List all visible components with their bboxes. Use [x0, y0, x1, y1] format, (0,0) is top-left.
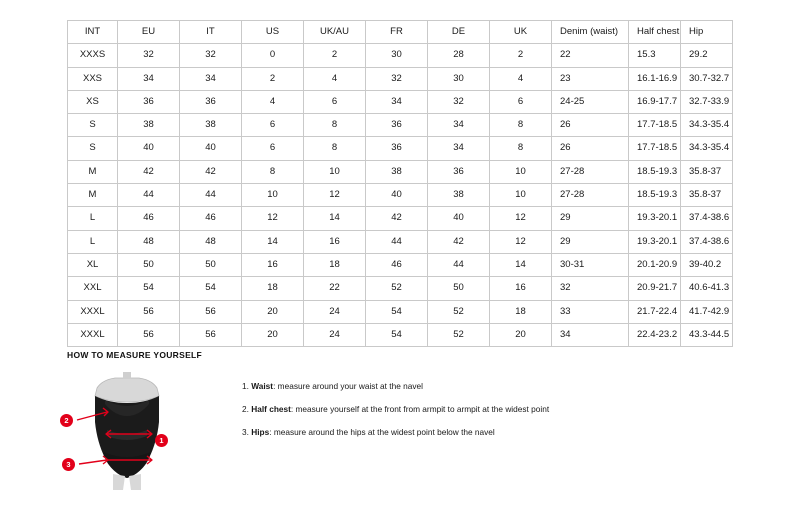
cell-us: 14	[242, 230, 304, 253]
cell-uk: 8	[490, 114, 552, 137]
cell-de: 52	[428, 323, 490, 346]
cell-it: 48	[180, 230, 242, 253]
measure-instruction-term: Waist	[251, 381, 274, 391]
cell-it: 44	[180, 184, 242, 207]
measure-marker-2: 2	[60, 414, 73, 427]
cell-fr: 42	[366, 207, 428, 230]
measure-instruction-text: : measure yourself at the front from armpit to armpit at the widest point	[290, 403, 550, 414]
cell-eu: 48	[118, 230, 180, 253]
cell-hip: 40.6-41.3	[681, 277, 733, 300]
size-conversion-table	[67, 20, 733, 347]
cell-uk: 2	[490, 44, 552, 67]
column-header-denim-waist: Denim (waist)	[552, 21, 629, 44]
cell-eu: 56	[118, 323, 180, 346]
cell-it: 46	[180, 207, 242, 230]
table-header-row	[68, 21, 733, 44]
cell-int: XXXS	[68, 44, 118, 67]
measure-instruction-half-chest	[242, 405, 549, 415]
cell-uk-au: 2	[304, 44, 366, 67]
table-body	[68, 44, 733, 347]
cell-denim-waist: 27-28	[552, 184, 629, 207]
table-row	[68, 90, 733, 113]
cell-int: XXL	[68, 277, 118, 300]
measure-instruction-number: 1.	[242, 381, 249, 391]
measure-instruction-number: 3.	[242, 426, 249, 437]
cell-uk: 8	[490, 137, 552, 160]
column-header-uk-au: UK/AU	[304, 21, 366, 44]
mannequin-illustration	[67, 370, 187, 490]
cell-uk-au: 24	[304, 323, 366, 346]
cell-de: 50	[428, 277, 490, 300]
cell-de: 38	[428, 184, 490, 207]
cell-half-chest: 18.5-19.3	[629, 160, 681, 183]
cell-denim-waist: 27-28	[552, 160, 629, 183]
cell-de: 34	[428, 137, 490, 160]
cell-us: 20	[242, 300, 304, 323]
cell-eu: 56	[118, 300, 180, 323]
cell-eu: 32	[118, 44, 180, 67]
cell-fr: 52	[366, 277, 428, 300]
cell-eu: 50	[118, 253, 180, 276]
cell-denim-waist: 32	[552, 277, 629, 300]
cell-us: 6	[242, 114, 304, 137]
cell-uk: 16	[490, 277, 552, 300]
cell-uk-au: 18	[304, 253, 366, 276]
table-row	[68, 277, 733, 300]
measure-instruction-term: Hips	[251, 426, 270, 437]
table-row	[68, 184, 733, 207]
cell-de: 40	[428, 207, 490, 230]
cell-fr: 36	[366, 114, 428, 137]
table-row	[68, 137, 733, 160]
cell-hip: 29.2	[681, 44, 733, 67]
cell-eu: 42	[118, 160, 180, 183]
table-row	[68, 300, 733, 323]
cell-eu: 36	[118, 90, 180, 113]
size-table-container	[67, 20, 732, 347]
cell-de: 32	[428, 90, 490, 113]
cell-us: 8	[242, 160, 304, 183]
cell-eu: 40	[118, 137, 180, 160]
column-header-us: US	[242, 21, 304, 44]
cell-half-chest: 21.7-22.4	[629, 300, 681, 323]
cell-uk: 14	[490, 253, 552, 276]
cell-int: M	[68, 184, 118, 207]
cell-half-chest: 20.9-21.7	[629, 277, 681, 300]
cell-half-chest: 20.1-20.9	[629, 253, 681, 276]
cell-eu: 46	[118, 207, 180, 230]
cell-de: 44	[428, 253, 490, 276]
cell-us: 10	[242, 184, 304, 207]
cell-fr: 36	[366, 137, 428, 160]
cell-hip: 30.7-32.7	[681, 67, 733, 90]
cell-int: L	[68, 207, 118, 230]
cell-half-chest: 17.7-18.5	[629, 137, 681, 160]
cell-denim-waist: 26	[552, 137, 629, 160]
cell-uk-au: 8	[304, 137, 366, 160]
cell-int: S	[68, 114, 118, 137]
cell-de: 42	[428, 230, 490, 253]
column-header-it: IT	[180, 21, 242, 44]
cell-half-chest: 16.9-17.7	[629, 90, 681, 113]
cell-uk-au: 8	[304, 114, 366, 137]
cell-denim-waist: 26	[552, 114, 629, 137]
cell-fr: 40	[366, 184, 428, 207]
table-row	[68, 230, 733, 253]
how-to-measure-title: HOW TO MEASURE YOURSELF	[67, 350, 203, 360]
cell-us: 4	[242, 90, 304, 113]
measure-instruction-waist	[242, 382, 549, 392]
cell-fr: 30	[366, 44, 428, 67]
cell-half-chest: 16.1-16.9	[629, 67, 681, 90]
cell-hip: 35.8-37	[681, 160, 733, 183]
cell-uk: 6	[490, 90, 552, 113]
cell-it: 54	[180, 277, 242, 300]
cell-uk: 18	[490, 300, 552, 323]
cell-denim-waist: 34	[552, 323, 629, 346]
cell-uk: 12	[490, 207, 552, 230]
cell-de: 52	[428, 300, 490, 323]
measure-instruction-term: Half chest	[251, 403, 291, 414]
cell-hip: 43.3-44.5	[681, 323, 733, 346]
cell-int: XXXL	[68, 300, 118, 323]
cell-int: M	[68, 160, 118, 183]
cell-uk-au: 12	[304, 184, 366, 207]
cell-uk: 12	[490, 230, 552, 253]
measure-instruction-text: : measure around the hips at the widest point below the navel	[269, 426, 495, 437]
cell-fr: 54	[366, 323, 428, 346]
cell-eu: 44	[118, 184, 180, 207]
cell-int: S	[68, 137, 118, 160]
table-row	[68, 114, 733, 137]
column-header-hip: Hip	[681, 21, 733, 44]
cell-de: 34	[428, 114, 490, 137]
table-row	[68, 160, 733, 183]
cell-eu: 34	[118, 67, 180, 90]
measure-marker-3: 3	[62, 458, 75, 471]
measure-instructions-list	[242, 382, 549, 451]
cell-it: 50	[180, 253, 242, 276]
table-row	[68, 207, 733, 230]
cell-us: 12	[242, 207, 304, 230]
cell-int: XL	[68, 253, 118, 276]
column-header-eu: EU	[118, 21, 180, 44]
column-header-int: INT	[68, 21, 118, 44]
cell-denim-waist: 22	[552, 44, 629, 67]
how-to-measure-body	[64, 370, 747, 490]
measure-instruction-number: 2.	[242, 403, 249, 414]
cell-us: 18	[242, 277, 304, 300]
cell-fr: 38	[366, 160, 428, 183]
cell-us: 20	[242, 323, 304, 346]
cell-int: XXS	[68, 67, 118, 90]
cell-de: 30	[428, 67, 490, 90]
cell-us: 0	[242, 44, 304, 67]
measure-instruction-text: : measure around your waist at the navel	[273, 381, 423, 391]
cell-denim-waist: 29	[552, 230, 629, 253]
cell-denim-waist: 29	[552, 207, 629, 230]
cell-half-chest: 15.3	[629, 44, 681, 67]
cell-uk: 10	[490, 184, 552, 207]
cell-it: 32	[180, 44, 242, 67]
cell-denim-waist: 33	[552, 300, 629, 323]
table-row	[68, 44, 733, 67]
cell-uk-au: 4	[304, 67, 366, 90]
cell-us: 16	[242, 253, 304, 276]
cell-int: XXXL	[68, 323, 118, 346]
cell-hip: 39-40.2	[681, 253, 733, 276]
cell-it: 56	[180, 323, 242, 346]
cell-denim-waist: 24-25	[552, 90, 629, 113]
cell-uk-au: 24	[304, 300, 366, 323]
cell-half-chest: 22.4-23.2	[629, 323, 681, 346]
cell-hip: 35.8-37	[681, 184, 733, 207]
cell-fr: 32	[366, 67, 428, 90]
cell-eu: 38	[118, 114, 180, 137]
cell-uk: 4	[490, 67, 552, 90]
cell-it: 38	[180, 114, 242, 137]
column-header-half-chest: Half chest	[629, 21, 681, 44]
cell-it: 36	[180, 90, 242, 113]
cell-uk-au: 14	[304, 207, 366, 230]
cell-fr: 46	[366, 253, 428, 276]
table-row	[68, 67, 733, 90]
column-header-de: DE	[428, 21, 490, 44]
how-to-measure-section	[64, 350, 747, 490]
cell-it: 56	[180, 300, 242, 323]
table-row	[68, 323, 733, 346]
cell-de: 36	[428, 160, 490, 183]
mannequin-figure	[64, 370, 187, 490]
cell-half-chest: 19.3-20.1	[629, 207, 681, 230]
cell-hip: 41.7-42.9	[681, 300, 733, 323]
column-header-uk: UK	[490, 21, 552, 44]
cell-uk-au: 10	[304, 160, 366, 183]
cell-half-chest: 18.5-19.3	[629, 184, 681, 207]
cell-us: 2	[242, 67, 304, 90]
cell-eu: 54	[118, 277, 180, 300]
cell-de: 28	[428, 44, 490, 67]
cell-fr: 44	[366, 230, 428, 253]
cell-half-chest: 17.7-18.5	[629, 114, 681, 137]
cell-us: 6	[242, 137, 304, 160]
cell-fr: 54	[366, 300, 428, 323]
cell-it: 40	[180, 137, 242, 160]
cell-it: 34	[180, 67, 242, 90]
cell-hip: 37.4-38.6	[681, 207, 733, 230]
measure-marker-1: 1	[155, 434, 168, 447]
cell-uk-au: 6	[304, 90, 366, 113]
cell-hip: 34.3-35.4	[681, 114, 733, 137]
cell-fr: 34	[366, 90, 428, 113]
measure-instruction-hips	[242, 428, 549, 438]
cell-uk-au: 16	[304, 230, 366, 253]
cell-hip: 37.4-38.6	[681, 230, 733, 253]
cell-uk-au: 22	[304, 277, 366, 300]
cell-denim-waist: 30-31	[552, 253, 629, 276]
cell-half-chest: 19.3-20.1	[629, 230, 681, 253]
cell-int: L	[68, 230, 118, 253]
cell-it: 42	[180, 160, 242, 183]
column-header-fr: FR	[366, 21, 428, 44]
cell-hip: 32.7-33.9	[681, 90, 733, 113]
table-row	[68, 253, 733, 276]
cell-hip: 34.3-35.4	[681, 137, 733, 160]
cell-uk: 20	[490, 323, 552, 346]
cell-int: XS	[68, 90, 118, 113]
cell-denim-waist: 23	[552, 67, 629, 90]
cell-uk: 10	[490, 160, 552, 183]
